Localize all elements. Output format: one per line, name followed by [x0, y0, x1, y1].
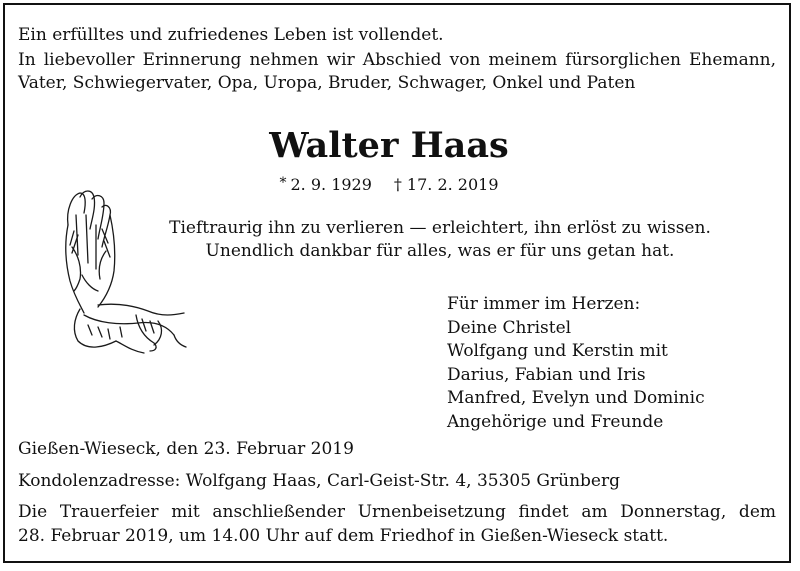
birth-date: 2. 9. 1929 — [290, 175, 372, 194]
birth-symbol: * — [279, 175, 287, 191]
mourner-line: Darius, Fabian und Iris — [447, 364, 646, 385]
intro-line-1: Ein erfülltes und zufriedenes Leben ist vollendet. — [18, 25, 444, 45]
funeral-line-2: 28. Februar 2019, um 14.00 Uhr auf dem Friedhof in Gießen-Wieseck statt. — [18, 526, 669, 546]
quote-line-2: Unendlich dankbar für alles, was er für uns getan hat. — [205, 241, 675, 261]
intro-line-3: Vater, Schwiegervater, Opa, Uropa, Bruder, Schwager, Onkel und Paten — [18, 73, 636, 93]
praying-hands-icon — [58, 185, 193, 355]
quote-line-1: Tieftraurig ihn zu verlieren — erleichtert, ihn erlöst zu wissen. — [169, 218, 711, 238]
deceased-name: Walter Haas — [269, 125, 509, 166]
mourners-list — [447, 293, 705, 434]
condolence-address: Kondolenzadresse: Wolfgang Haas, Carl-Geist-Str. 4, 35305 Grünberg — [18, 471, 620, 491]
intro-line-2: In liebevoller Erinnerung nehmen wir Abschied von meinem fürsorglichen Ehemann, — [18, 50, 776, 70]
mourner-line: Manfred, Evelyn und Dominic — [447, 388, 705, 408]
funeral-line-1: Die Trauerfeier mit anschließender Urnenbeisetzung findet am Donnerstag, dem — [18, 502, 776, 522]
mourner-line: Deine Christel — [447, 317, 572, 338]
mourner-line: Angehörige und Freunde — [447, 411, 664, 432]
mourner-line: Wolfgang und Kerstin mit — [447, 341, 668, 361]
mourners-heading: Für immer im Herzen: — [447, 294, 641, 314]
death-symbol: † — [393, 175, 402, 194]
death-date: 17. 2. 2019 — [406, 175, 499, 194]
place-date: Gießen-Wieseck, den 23. Februar 2019 — [18, 439, 354, 459]
